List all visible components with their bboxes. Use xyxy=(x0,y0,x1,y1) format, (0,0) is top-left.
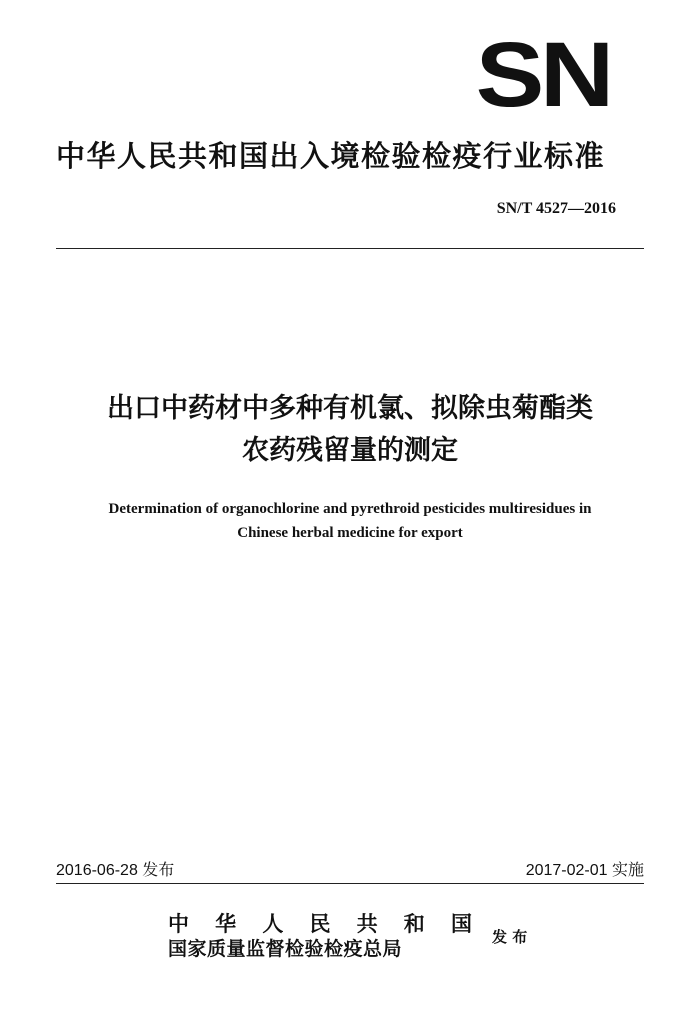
issued-by-label: 发 布 xyxy=(492,928,528,946)
header-divider xyxy=(56,248,644,249)
issuer-country xyxy=(168,912,472,936)
english-title-line-2: Chinese herbal medicine for export xyxy=(237,525,463,541)
english-title-line-1: Determination of organochlorine and pyrethroid pesticides multiresidues in xyxy=(108,501,592,517)
issuer-country-char: 国 xyxy=(450,911,472,936)
issuer-country-char: 共 xyxy=(356,911,378,936)
chinese-title-line-2: 农药残留量的测定 xyxy=(242,435,458,466)
issuer-country-char: 华 xyxy=(215,911,237,936)
implementation-date: 2017-02-01 实施 xyxy=(525,862,644,879)
footer-divider xyxy=(56,883,644,884)
issuing-body-heading: 中华人民共和国出入境检验检疫行业标准 xyxy=(56,139,606,173)
issuer-block xyxy=(168,912,472,962)
standard-code: SN/T 4527—2016 xyxy=(496,200,616,217)
chinese-title-line-1: 出口中药材中多种有机氯、拟除虫菊酯类 xyxy=(107,393,593,424)
chinese-title xyxy=(0,388,700,472)
english-title xyxy=(0,497,700,545)
issuer-administration: 国家质量监督检验检疫总局 xyxy=(168,938,403,960)
sn-logo: SN xyxy=(475,24,610,126)
issuer-country-char: 中 xyxy=(168,911,189,936)
issue-date: 2016-06-28 发布 xyxy=(56,862,175,879)
issuer-country-char: 人 xyxy=(262,911,284,936)
issuer-country-char: 民 xyxy=(309,911,331,936)
issuer-country-char: 和 xyxy=(403,911,425,936)
